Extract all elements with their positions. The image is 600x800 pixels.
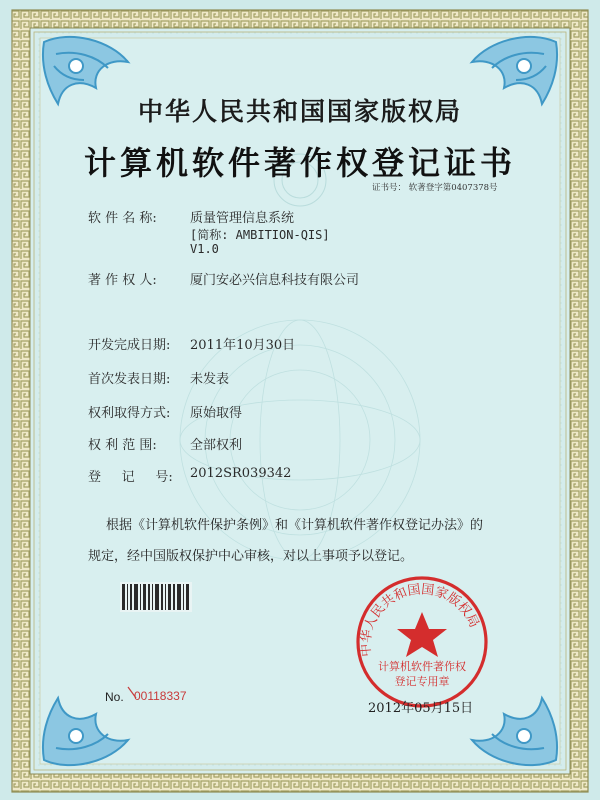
field-label-copyright-owner: 著 作 权 人:	[88, 273, 157, 288]
field-value-short-name: [简称: AMBITION-QIS]	[190, 228, 330, 242]
field-value-copyright-owner: 厦门安必兴信息科技有限公司	[190, 273, 360, 288]
issuing-authority: 中华人民共和国国家版权局	[137, 97, 462, 126]
field-label-first-publication: 首次发表日期:	[88, 372, 171, 387]
field-label-software-name: 软 件 名 称:	[88, 211, 157, 226]
field-label-acquisition-method: 权利取得方式:	[88, 406, 171, 421]
serial-number-value: 00118337	[134, 689, 187, 703]
seal-ring-text: 中华人民共和国国家版权局	[358, 582, 482, 658]
barcode	[120, 582, 192, 612]
field-label-completion-date: 开发完成日期:	[88, 338, 171, 353]
issue-date: 2012年05月15日	[368, 701, 474, 716]
field-label-rights-scope: 权 利 范 围:	[88, 438, 157, 453]
certificate-title: 计算机软件著作权登记证书	[83, 144, 516, 182]
field-value-software-name: 质量管理信息系统	[190, 211, 295, 226]
field-value-first-publication: 未发表	[190, 372, 230, 387]
field-value-completion-date: 2011年10月30日	[190, 338, 296, 353]
serial-number-label: No.	[105, 690, 124, 704]
statement-line-2: 规定，经中国版权保护中心审核，对以上事项予以登记。	[88, 549, 414, 564]
field-value-rights-scope: 全部权利	[190, 438, 243, 453]
seal-line-2: 登记专用章	[394, 675, 450, 688]
field-value-acquisition-method: 原始取得	[190, 406, 243, 421]
field-value-version: V1.0	[190, 242, 219, 256]
field-label-registration-number: 登 记 号:	[88, 470, 173, 485]
certificate-number: 证书号： 软著登字第0407378号	[372, 183, 498, 193]
field-value-registration-number: 2012SR039342	[190, 466, 292, 481]
statement-line-1: 根据《计算机软件保护条例》和《计算机软件著作权登记办法》的	[106, 518, 484, 533]
seal-line-1: 计算机软件著作权	[378, 660, 466, 673]
